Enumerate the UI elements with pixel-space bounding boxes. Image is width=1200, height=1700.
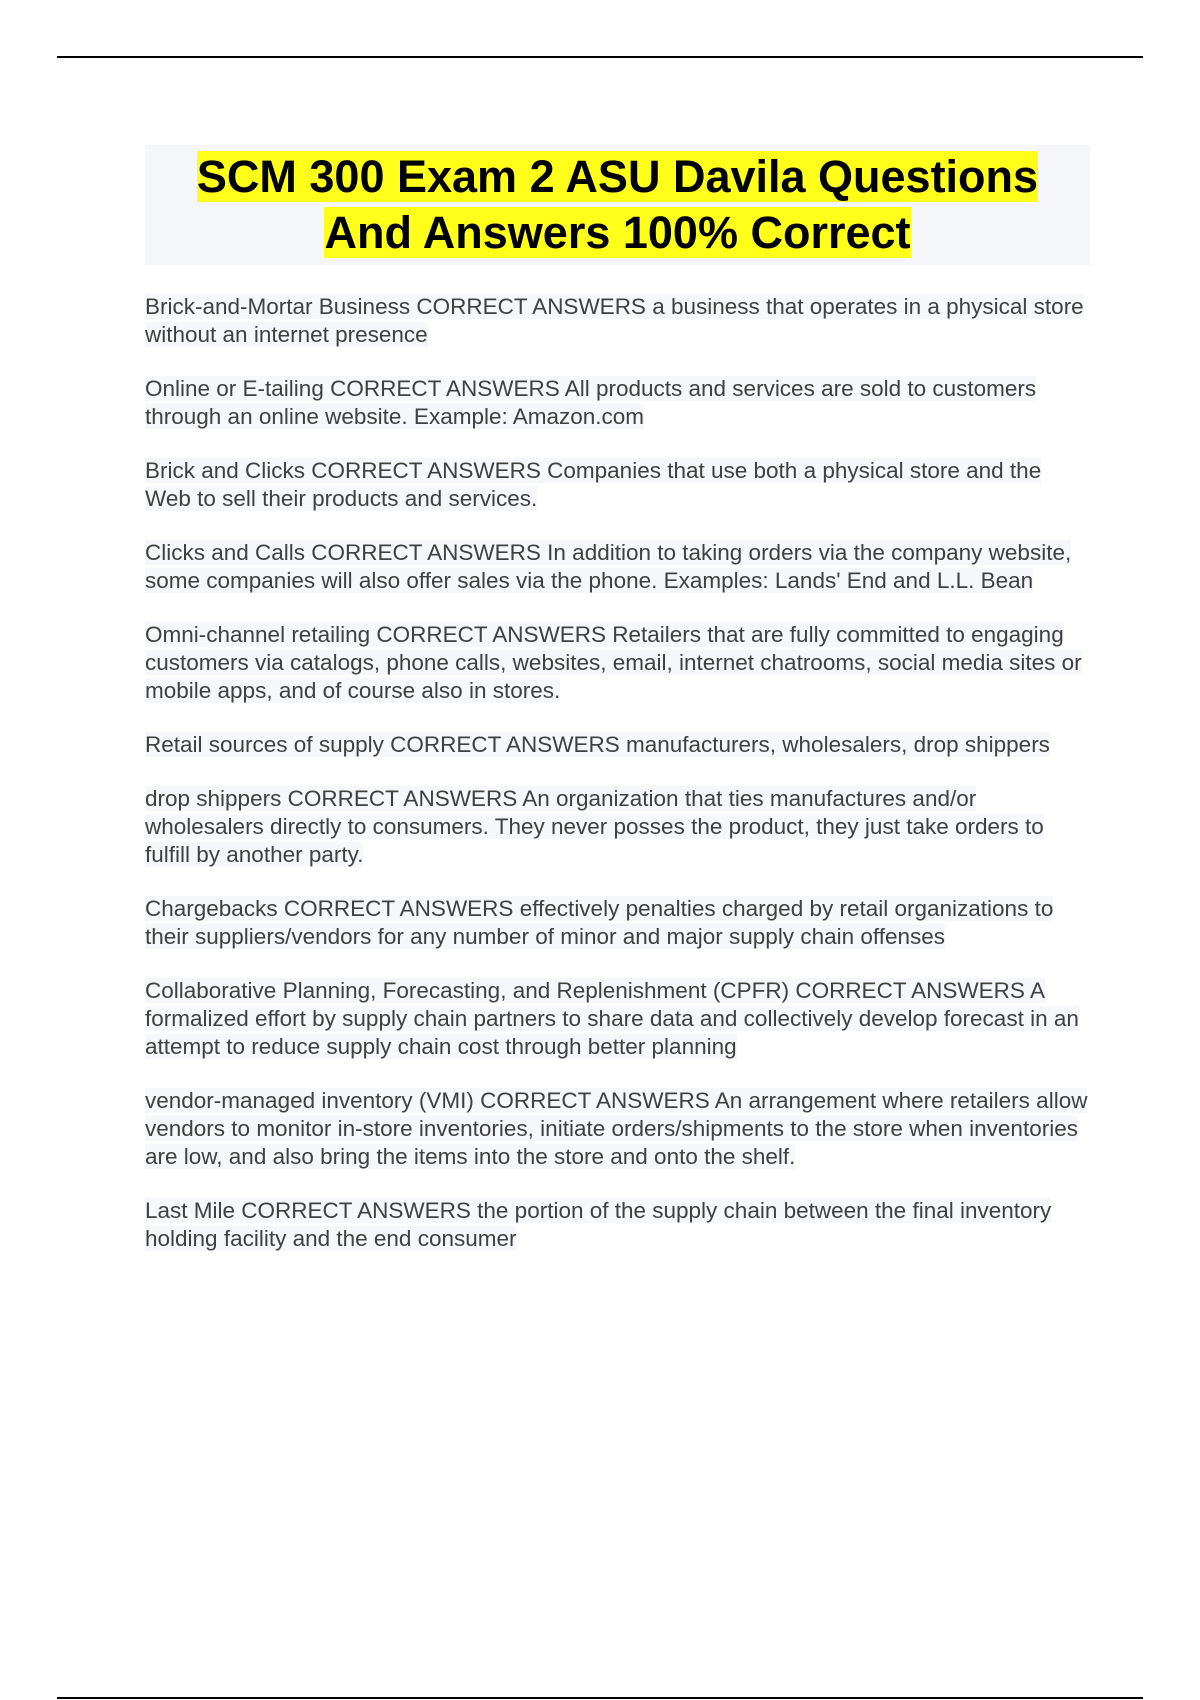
- document-body: [145, 145, 1090, 1279]
- qa-entry-text: Retail sources of supply CORRECT ANSWERS manufacturers, wholesalers, drop shippers: [145, 732, 1050, 757]
- qa-entry-text: Last Mile CORRECT ANSWERS the portion of the supply chain between the final inventory holding facility and the end consumer: [145, 1198, 1052, 1251]
- qa-entry-text: Clicks and Calls CORRECT ANSWERS In addition to taking orders via the company website, some companies will also offer sales via the phone. Examples: Lands' End and L.L. Bean: [145, 540, 1072, 593]
- qa-entry-cpfr: [145, 977, 1090, 1061]
- top-rule: [57, 56, 1143, 58]
- qa-entry-online-etailing: [145, 375, 1090, 431]
- qa-entry-text: Collaborative Planning, Forecasting, and Replenishment (CPFR) CORRECT ANSWERS A formalized effort by supply chain partners to share data and collectively develop forecast in an attempt to reduce supply chain cost through better planning: [145, 978, 1079, 1059]
- qa-entry-retail-sources: [145, 731, 1090, 759]
- title-line-2: And Answers 100% Correct: [324, 207, 911, 258]
- qa-list: [145, 293, 1090, 1253]
- qa-entry-drop-shippers: [145, 785, 1090, 869]
- qa-entry-last-mile: [145, 1197, 1090, 1253]
- qa-entry-brick-and-clicks: [145, 457, 1090, 513]
- qa-entry-text: Brick and Clicks CORRECT ANSWERS Companies that use both a physical store and the Web to sell their products and services.: [145, 458, 1042, 511]
- qa-entry-text: drop shippers CORRECT ANSWERS An organization that ties manufactures and/or wholesalers directly to consumers. They never posses the product, they just take orders to fulfill by another party.: [145, 786, 1044, 867]
- qa-entry-text: Brick-and-Mortar Business CORRECT ANSWERS a business that operates in a physical store without an internet presence: [145, 294, 1084, 347]
- qa-entry-clicks-and-calls: [145, 539, 1090, 595]
- qa-entry-chargebacks: [145, 895, 1090, 951]
- title-line-1: SCM 300 Exam 2 ASU Davila Questions: [196, 151, 1039, 202]
- qa-entry-text: vendor-managed inventory (VMI) CORRECT ANSWERS An arrangement where retailers allow vendors to monitor in-store inventories, initiate orders/shipments to the store when inventories are low, and also bring the items into the store and onto the shelf.: [145, 1088, 1088, 1169]
- document-title: [145, 149, 1090, 261]
- bottom-rule: [57, 1697, 1143, 1699]
- qa-entry-omni-channel: [145, 621, 1090, 705]
- qa-entry-vmi: [145, 1087, 1090, 1171]
- qa-entry-text: Chargebacks CORRECT ANSWERS effectively penalties charged by retail organizations to their suppliers/vendors for any number of minor and major supply chain offenses: [145, 896, 1054, 949]
- qa-entry-text: Omni-channel retailing CORRECT ANSWERS Retailers that are fully committed to engaging customers via catalogs, phone calls, websites, email, internet chatrooms, social media sites or mobile apps, and of course also in stores.: [145, 622, 1082, 703]
- title-block: [145, 145, 1090, 265]
- qa-entry-text: Online or E-tailing CORRECT ANSWERS All products and services are sold to customers through an online website. Example: Amazon.com: [145, 376, 1037, 429]
- qa-entry-brick-and-mortar: [145, 293, 1090, 349]
